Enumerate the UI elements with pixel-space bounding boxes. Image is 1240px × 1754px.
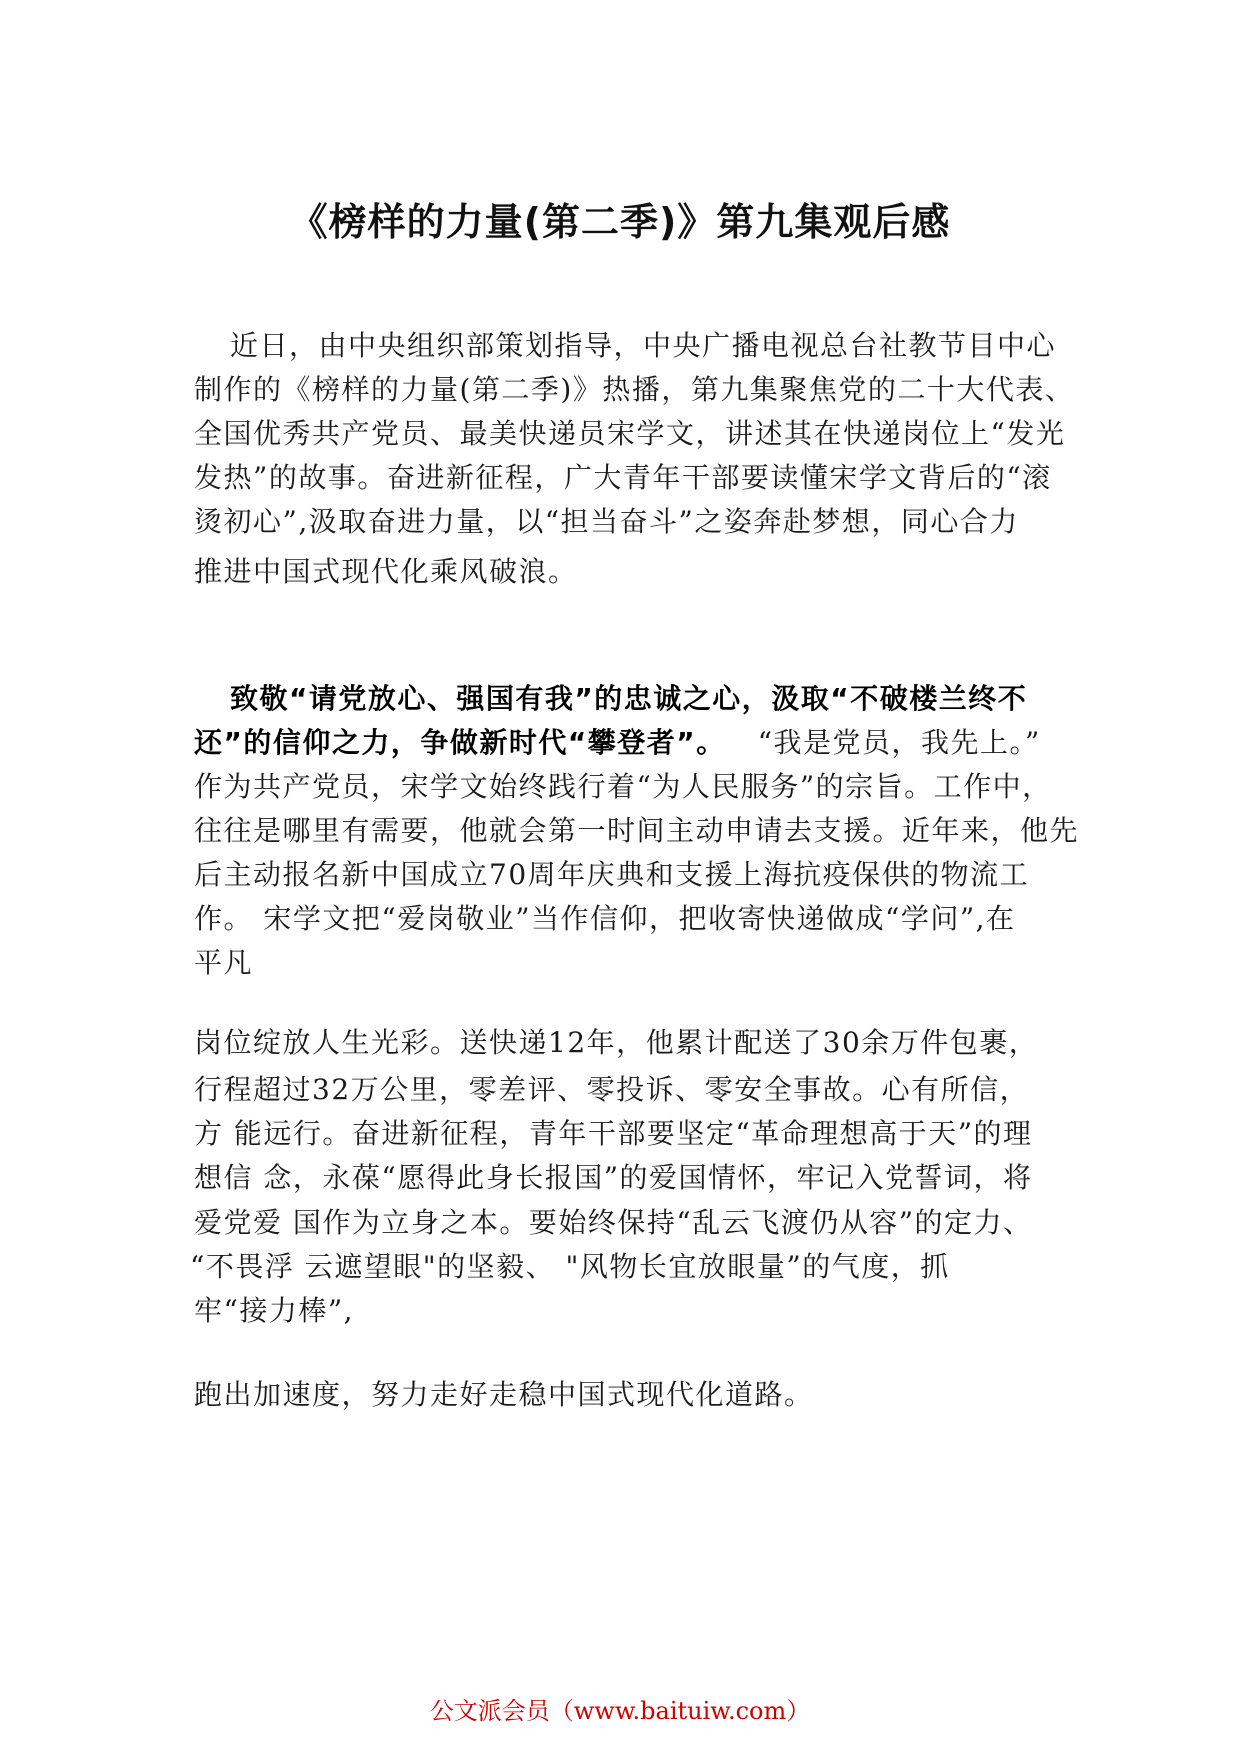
paragraph-1-line-1: 近日，由中央组织部策划指导，中央广播电视总台社教节目中心 (230, 329, 1057, 362)
paragraph-1-line-5: 烫初心”,汲取奋进力量，以“担当奋斗”之姿奔赴梦想，同心合力 (194, 505, 1019, 538)
paragraph-2-line-3: 后主动报名新中国成立70周年庆典和支援上海抗疫保供的物流工 (194, 858, 1030, 891)
paragraph-2-line-13: 跑出加速度，努力走好走稳中国式现代化道路。 (194, 1378, 814, 1411)
paragraph-2-line-6: 岗位绽放人生光彩。送快递12年，他累计配送了30余万件包裹， (194, 1026, 1039, 1059)
paragraph-2-line-5: 平凡 (194, 946, 254, 979)
paragraph-2-quote: “我是党员，我先上。” (757, 726, 1041, 759)
paragraph-1-line-6: 推进中国式现代化乘风破浪。 (194, 555, 578, 588)
paragraph-2-heading-line-1: 致敬“请党放心、强国有我”的忠诚之心，汲取“不破楼兰终不 (230, 682, 1028, 715)
document-title: 《榜样的力量(第二季)》第九集观后感 (289, 200, 951, 244)
paragraph-2-line-12: 牢“接力棒”, (194, 1294, 355, 1327)
paragraph-2-line-11: “不畏浮 云遮望眼"的坚毅、 "风物长宜放眼量”的气度，抓 (190, 1250, 950, 1283)
paragraph-2-line-7: 行程超过32万公里，零差评、零投诉、零安全事故。心有所信， (194, 1073, 1030, 1106)
paragraph-2-line-4: 作。 宋学文把“爱岗敬业”当作信仰，把收寄快递做成“学问”,在 (194, 902, 1016, 935)
paragraph-2-line-1: 作为共产党员，宋学文始终践行着“为人民服务”的宗旨。工作中， (194, 770, 1052, 803)
footer-watermark: 公文派会员（www.baituiw.com） (429, 1697, 811, 1725)
paragraph-2-line-10: 爱党爱 国作为立身之本。要始终保持“乱云飞渡仍从容”的定力、 (194, 1206, 1033, 1239)
paragraph-2-heading-bold: 还”的信仰之力，争做新时代“攀登者”。 (194, 726, 726, 759)
paragraph-1-line-2: 制作的《榜样的力量(第二季)》热播，第九集聚焦党的二十大代表、 (194, 373, 1075, 406)
paragraph-2-line-9: 想信 念，永葆“愿得此身长报国”的爱国情怀，牢记入党誓词，将 (194, 1161, 1033, 1194)
paragraph-1-line-3: 全国优秀共产党员、最美快递员宋学文，讲述其在快递岗位上“发光 (194, 417, 1066, 450)
paragraph-2-heading-line-2 (194, 723, 1041, 763)
paragraph-2-line-2: 往往是哪里有需要，他就会第一时间主动申请去支援。近年来，他先 (194, 814, 1080, 847)
paragraph-2-line-8: 方 能远行。奋进新征程，青年干部要坚定“革命理想高于天”的理 (194, 1117, 1033, 1150)
paragraph-1-line-4: 发热”的故事。奋进新征程，广大青年干部要读懂宋学文背后的“滚 (194, 461, 1052, 494)
